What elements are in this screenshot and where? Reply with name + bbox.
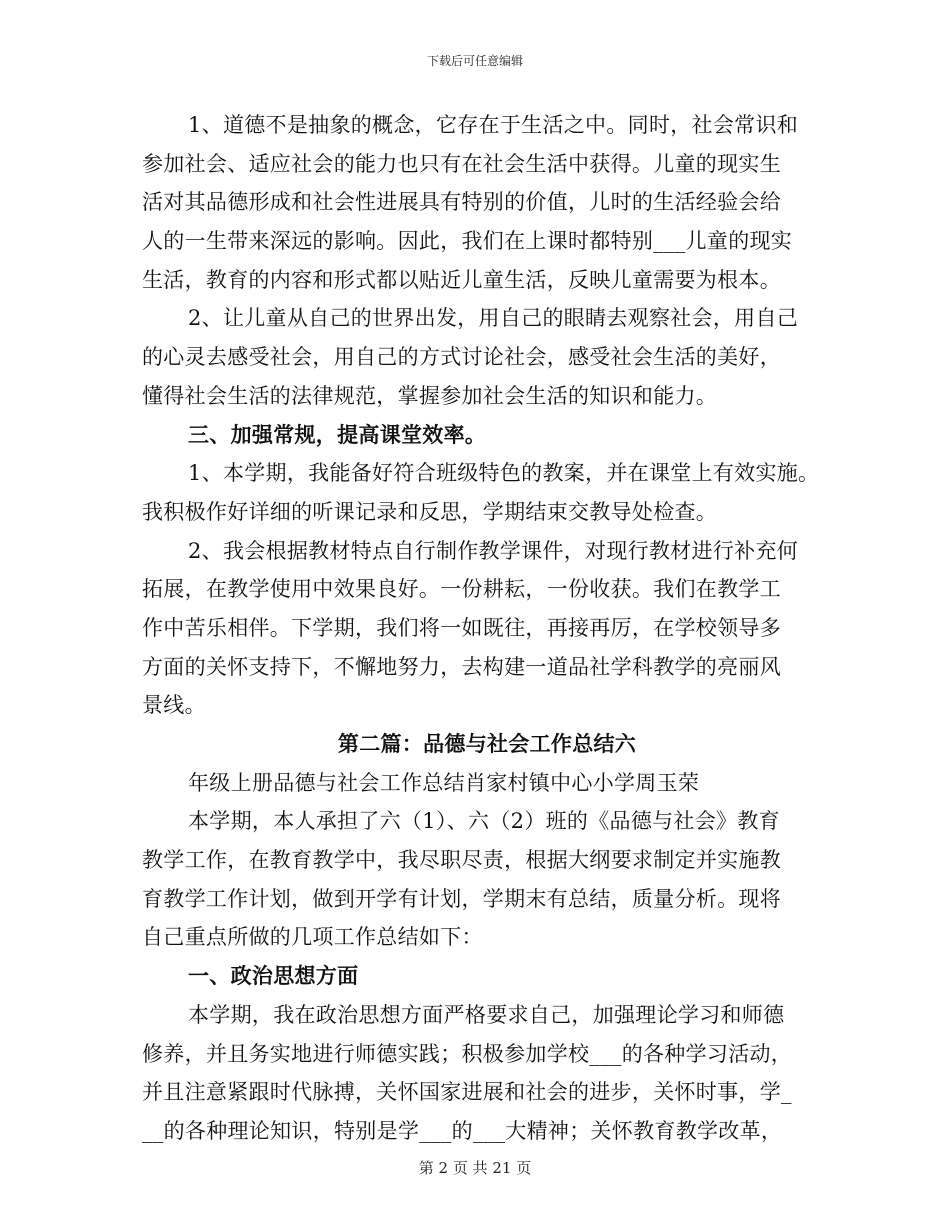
- text-line: 的心灵去感受社会，用自己的方式讨论社会，感受社会生活的美好，: [142, 345, 781, 370]
- text-line: 2、让儿童从自己的世界出发，用自己的眼睛去观察社会，用自己: [188, 306, 799, 331]
- text-line: 并且注意紧跟时代脉搏，关怀国家进展和社会的进步，关怀时事，学_: [142, 1080, 792, 1105]
- text-line: 1、道德不是抽象的概念，它存在于生活之中。同时，社会常识和: [188, 113, 799, 137]
- text-line: 1、本学期，我能备好符合班级特色的教案，并在课堂上有效实施。: [188, 461, 820, 486]
- section-heading: 一、政治思想方面: [188, 963, 359, 989]
- text-line: 我积极作好详细的听课记录和反思，学期结束交教导处检查。: [142, 499, 718, 524]
- page-header: 下载后可任意编辑: [426, 54, 523, 68]
- text-line: 拓展，在教学使用中效果良好。一份耕耘，一份收获。我们在教学工: [142, 577, 781, 602]
- text-line: 人的一生带来深远的影响。因此，我们在上课时都特别___儿童的现实: [142, 229, 793, 254]
- text-line: 生活，教育的内容和形式都以贴近儿童生活，反映儿童需要为根本。: [142, 267, 781, 292]
- text-line: 懂得社会生活的法律规范，掌握参加社会生活的知识和能力。: [142, 383, 718, 408]
- text-line: 2、我会根据教材特点自行制作教学课件，对现行教材进行补充何: [188, 538, 799, 563]
- text-line: 方面的关怀支持下，不懈地努力，去构建一道品社学科教学的亮丽风: [142, 654, 781, 679]
- section-title: 第二篇：品德与社会工作总结六: [337, 731, 637, 756]
- text-line: 自己重点所做的几项工作总结如下：: [142, 925, 483, 950]
- text-line: 参加社会、适应社会的能力也只有在社会生活中获得。儿童的现实生: [142, 151, 781, 176]
- text-line: 作中苦乐相伴。下学期，我们将一如既往，再接再厉，在学校领导多: [142, 615, 781, 640]
- text-line: 育教学工作计划，做到开学有计划，学期末有总结，质量分析。现将: [142, 886, 781, 911]
- text-line: 年级上册品德与社会工作总结肖家村镇中心小学周玉荣: [188, 770, 700, 795]
- page-footer: 第 2 页 共 21 页: [418, 1159, 532, 1177]
- text-line: 本学期，我在政治思想方面严格要求自己，加强理论学习和师德: [188, 1002, 785, 1027]
- text-line: 景线。: [142, 693, 206, 718]
- document-body: [142, 106, 832, 1151]
- section-heading: 三、加强常规，提高课堂效率。: [188, 421, 487, 447]
- text-line: 修养，并且务实地进行师德实践；积极参加学校___的各种学习活动，: [142, 1041, 793, 1066]
- text-line: 活对其品德形成和社会性进展具有特别的价值，儿时的生活经验会给: [142, 190, 781, 215]
- text-line: 本学期，本人承担了六（1）、六（2）班的《品德与社会》教育: [188, 809, 780, 834]
- text-line: __的各种理论知识，特别是学___的___大精神；关怀教育教学改革，: [142, 1118, 783, 1143]
- text-line: 教学工作，在教育教学中，我尽职尽责，根据大纲要求制定并实施教: [142, 848, 781, 873]
